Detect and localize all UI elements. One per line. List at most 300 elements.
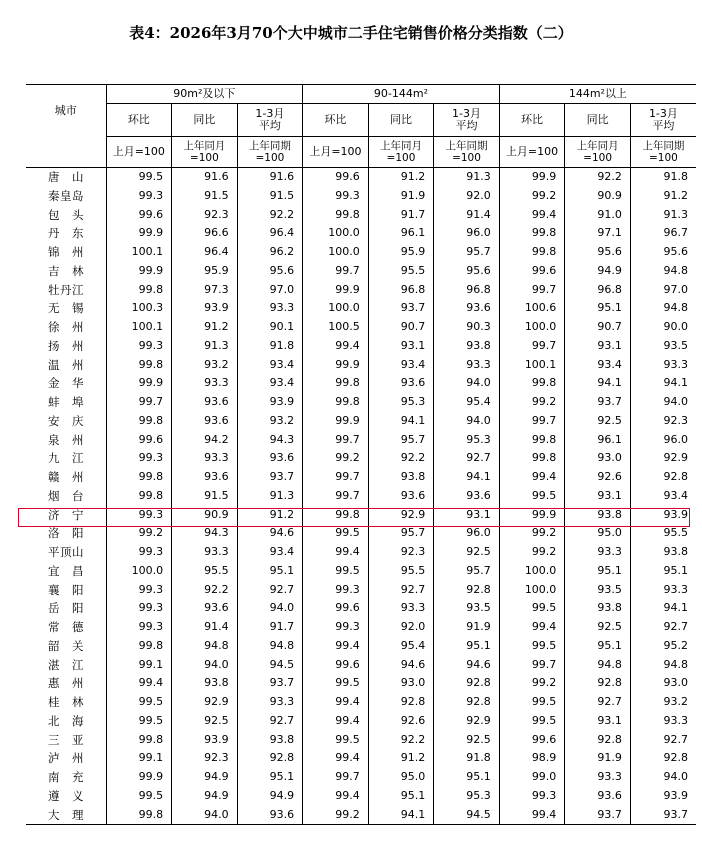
index-value: 90.7 (565, 318, 631, 337)
city-name: 泉州 (48, 432, 84, 447)
index-value: 95.1 (368, 787, 434, 806)
index-value: 94.3 (237, 431, 303, 450)
index-value: 99.9 (499, 168, 565, 187)
city-name: 泸州 (48, 751, 84, 766)
index-value: 100.0 (303, 243, 369, 262)
index-value: 91.3 (172, 337, 238, 356)
index-value: 93.7 (565, 393, 631, 412)
index-value: 95.1 (237, 562, 303, 581)
index-value: 93.3 (434, 356, 500, 375)
index-value: 99.2 (106, 524, 172, 543)
index-value: 93.8 (565, 599, 631, 618)
index-value: 92.9 (630, 449, 696, 468)
index-value: 92.9 (368, 506, 434, 525)
city-name: 洛阳 (48, 526, 84, 541)
index-value: 93.8 (630, 543, 696, 562)
index-value: 91.2 (368, 749, 434, 768)
index-value: 99.7 (499, 656, 565, 675)
index-value: 94.9 (565, 262, 631, 281)
city-name: 平顶山 (48, 545, 84, 559)
table-row (26, 187, 696, 206)
index-value: 94.2 (172, 431, 238, 450)
index-value: 91.2 (630, 187, 696, 206)
index-value: 99.4 (303, 543, 369, 562)
index-value: 99.7 (303, 487, 369, 506)
city-name: 牡丹江 (48, 282, 84, 297)
index-value: 94.1 (565, 374, 631, 393)
sub-header: 同比 (368, 104, 434, 137)
index-value: 93.2 (172, 356, 238, 375)
city-header-spacer (26, 137, 106, 168)
index-value: 90.9 (172, 506, 238, 525)
index-value: 99.8 (303, 206, 369, 225)
index-value: 95.1 (565, 637, 631, 656)
city-name: 金华 (48, 376, 84, 391)
index-value: 94.9 (172, 768, 238, 787)
table-row (26, 243, 696, 262)
city-name: 徐州 (48, 320, 84, 334)
city-name: 桂林 (48, 695, 84, 709)
index-value: 91.2 (172, 318, 238, 337)
index-value: 93.3 (237, 693, 303, 712)
index-value: 99.9 (106, 224, 172, 243)
city-name: 无锡 (48, 301, 84, 316)
index-value: 99.4 (303, 787, 369, 806)
city-name: 惠州 (48, 676, 84, 691)
index-value: 99.8 (106, 637, 172, 656)
index-value: 96.8 (434, 281, 500, 300)
index-value: 93.3 (630, 581, 696, 600)
index-value: 96.0 (630, 431, 696, 450)
city-name: 蚌埠 (48, 395, 84, 409)
index-value: 99.6 (303, 656, 369, 675)
index-value: 93.3 (172, 543, 238, 562)
index-value: 94.0 (434, 374, 500, 393)
index-value: 99.7 (106, 393, 172, 412)
index-value: 93.4 (565, 356, 631, 375)
index-value: 91.3 (630, 206, 696, 225)
table-row (26, 581, 696, 600)
index-value: 99.3 (106, 337, 172, 356)
table-row (26, 693, 696, 712)
index-value: 93.3 (172, 449, 238, 468)
index-value: 99.5 (303, 731, 369, 750)
index-value: 93.4 (237, 356, 303, 375)
table-row (26, 449, 696, 468)
index-value: 93.1 (565, 712, 631, 731)
index-value: 90.1 (237, 318, 303, 337)
index-value: 90.3 (434, 318, 500, 337)
table-row (26, 506, 696, 525)
index-value: 92.0 (434, 187, 500, 206)
index-value: 96.0 (434, 224, 500, 243)
table-row (26, 674, 696, 693)
index-value: 92.5 (565, 412, 631, 431)
index-value: 97.0 (630, 281, 696, 300)
index-value: 90.0 (630, 318, 696, 337)
index-value: 95.2 (630, 637, 696, 656)
index-value: 93.3 (172, 374, 238, 393)
index-value: 93.7 (368, 299, 434, 318)
index-value: 99.5 (106, 693, 172, 712)
index-value: 99.6 (499, 262, 565, 281)
table-row (26, 806, 696, 825)
index-value: 99.5 (499, 637, 565, 656)
group-header-medium: 90-144m² (303, 85, 500, 104)
index-value: 93.1 (368, 337, 434, 356)
index-value: 92.2 (565, 168, 631, 187)
index-value: 93.8 (368, 468, 434, 487)
city-name: 包头 (48, 207, 84, 222)
index-value: 99.7 (303, 262, 369, 281)
index-value: 99.4 (303, 749, 369, 768)
index-value: 92.6 (368, 712, 434, 731)
index-value: 99.8 (499, 374, 565, 393)
index-value: 93.0 (630, 674, 696, 693)
index-value: 99.1 (106, 656, 172, 675)
index-value: 92.2 (172, 581, 238, 600)
index-value: 93.6 (237, 806, 303, 825)
table-row (26, 599, 696, 618)
index-value: 99.6 (303, 599, 369, 618)
index-value: 99.3 (106, 449, 172, 468)
index-value: 95.6 (237, 262, 303, 281)
index-value: 100.0 (499, 318, 565, 337)
sub-header: 同比 (565, 104, 631, 137)
index-value: 93.6 (172, 599, 238, 618)
index-value: 100.1 (106, 243, 172, 262)
table-row (26, 356, 696, 375)
index-value: 99.6 (303, 168, 369, 187)
index-value: 99.8 (303, 393, 369, 412)
index-value: 99.2 (499, 674, 565, 693)
index-value: 93.8 (172, 674, 238, 693)
city-name: 唐山 (48, 170, 84, 184)
index-value: 99.8 (106, 281, 172, 300)
index-value: 94.0 (630, 768, 696, 787)
index-value: 99.4 (499, 806, 565, 825)
index-value: 92.2 (237, 206, 303, 225)
index-value: 94.8 (630, 299, 696, 318)
index-value: 95.7 (434, 243, 500, 262)
index-value: 99.3 (106, 506, 172, 525)
index-value: 93.9 (630, 506, 696, 525)
index-value: 99.8 (499, 449, 565, 468)
index-value: 91.0 (565, 206, 631, 225)
index-value: 96.8 (565, 281, 631, 300)
index-value: 91.9 (368, 187, 434, 206)
index-value: 95.3 (434, 787, 500, 806)
index-value: 99.5 (106, 787, 172, 806)
city-name: 三亚 (48, 732, 84, 747)
index-value: 92.3 (368, 543, 434, 562)
table-row (26, 656, 696, 675)
index-value: 93.7 (565, 806, 631, 825)
index-value: 93.7 (237, 674, 303, 693)
index-value: 97.3 (172, 281, 238, 300)
index-value: 94.0 (237, 599, 303, 618)
index-value: 94.1 (368, 806, 434, 825)
index-value: 99.3 (106, 543, 172, 562)
city-name: 九江 (48, 451, 84, 466)
index-value: 93.8 (237, 731, 303, 750)
index-value: 92.8 (630, 749, 696, 768)
index-value: 99.3 (499, 787, 565, 806)
index-value: 94.6 (434, 656, 500, 675)
index-value: 99.5 (499, 693, 565, 712)
index-value: 99.4 (303, 693, 369, 712)
base-header: 上年同期 =100 (237, 137, 303, 168)
index-value: 95.3 (368, 393, 434, 412)
index-value: 91.7 (368, 206, 434, 225)
index-value: 91.4 (172, 618, 238, 637)
table-row (26, 262, 696, 281)
index-value: 94.0 (172, 806, 238, 825)
index-value: 99.2 (303, 806, 369, 825)
group-header-small: 90m²及以下 (106, 85, 303, 104)
index-value: 93.2 (630, 693, 696, 712)
index-value: 100.0 (499, 581, 565, 600)
group-header-large: 144m²以上 (499, 85, 696, 104)
index-value: 99.5 (106, 168, 172, 187)
index-value: 94.8 (630, 656, 696, 675)
index-value: 95.6 (630, 243, 696, 262)
index-value: 95.5 (368, 562, 434, 581)
index-value: 95.7 (368, 524, 434, 543)
index-value: 95.1 (565, 562, 631, 581)
index-value: 92.7 (630, 618, 696, 637)
table-row (26, 393, 696, 412)
city-name: 烟台 (48, 488, 84, 503)
index-value: 99.8 (106, 468, 172, 487)
index-value: 92.7 (237, 581, 303, 600)
index-value: 99.3 (303, 187, 369, 206)
index-value: 94.1 (630, 599, 696, 618)
index-value: 99.4 (303, 712, 369, 731)
index-value: 99.5 (499, 712, 565, 731)
index-value: 99.7 (499, 412, 565, 431)
index-value: 94.9 (172, 787, 238, 806)
index-value: 99.8 (106, 412, 172, 431)
table-row (26, 637, 696, 656)
index-value: 93.9 (237, 393, 303, 412)
city-name: 宜昌 (48, 563, 84, 578)
index-value: 95.0 (565, 524, 631, 543)
base-header: 上年同期 =100 (434, 137, 500, 168)
base-header: 上年同月 =100 (368, 137, 434, 168)
index-value: 99.6 (106, 431, 172, 450)
index-value: 92.8 (565, 674, 631, 693)
base-header: 上月=100 (499, 137, 565, 168)
index-value: 99.6 (106, 206, 172, 225)
index-value: 93.9 (630, 787, 696, 806)
index-value: 95.1 (237, 768, 303, 787)
table-header (26, 85, 696, 168)
index-value: 94.0 (434, 412, 500, 431)
table-row (26, 712, 696, 731)
index-value: 93.1 (565, 487, 631, 506)
table-row (26, 224, 696, 243)
index-value: 93.4 (630, 487, 696, 506)
index-value: 92.9 (434, 712, 500, 731)
index-value: 92.8 (565, 731, 631, 750)
index-value: 99.2 (499, 187, 565, 206)
city-name: 扬州 (48, 338, 84, 353)
index-value: 99.7 (303, 431, 369, 450)
index-value: 92.8 (434, 693, 500, 712)
index-value: 91.4 (434, 206, 500, 225)
index-value: 93.0 (368, 674, 434, 693)
index-value: 94.8 (630, 262, 696, 281)
index-value: 93.6 (434, 487, 500, 506)
index-value: 96.2 (237, 243, 303, 262)
index-value: 91.3 (237, 487, 303, 506)
index-value: 93.2 (237, 412, 303, 431)
index-value: 95.1 (565, 299, 631, 318)
index-value: 100.0 (303, 299, 369, 318)
index-value: 99.2 (499, 393, 565, 412)
index-value: 99.9 (499, 506, 565, 525)
index-value: 92.3 (630, 412, 696, 431)
index-value: 99.2 (499, 524, 565, 543)
index-value: 91.6 (172, 168, 238, 187)
index-value: 95.0 (368, 768, 434, 787)
table-row (26, 431, 696, 450)
index-value: 99.9 (106, 262, 172, 281)
index-value: 94.5 (434, 806, 500, 825)
index-value: 93.1 (565, 337, 631, 356)
index-value: 95.6 (434, 262, 500, 281)
index-value: 99.9 (303, 412, 369, 431)
table-row (26, 749, 696, 768)
index-value: 96.0 (434, 524, 500, 543)
index-value: 91.6 (237, 168, 303, 187)
index-value: 92.7 (237, 712, 303, 731)
table-body (26, 168, 696, 825)
index-value: 99.9 (303, 356, 369, 375)
index-value: 93.3 (368, 599, 434, 618)
index-value: 99.8 (106, 731, 172, 750)
index-value: 95.9 (172, 262, 238, 281)
base-header: 上月=100 (303, 137, 369, 168)
sub-header: 1-3月 平均 (237, 104, 303, 137)
index-value: 99.8 (499, 431, 565, 450)
table-row (26, 299, 696, 318)
table-row (26, 337, 696, 356)
index-value: 92.3 (172, 206, 238, 225)
index-value: 93.5 (565, 581, 631, 600)
table-row (26, 562, 696, 581)
table-row (26, 468, 696, 487)
city-name: 秦皇岛 (48, 188, 84, 203)
index-value: 99.5 (303, 524, 369, 543)
index-value: 99.4 (106, 674, 172, 693)
index-value: 99.4 (499, 206, 565, 225)
index-value: 94.0 (172, 656, 238, 675)
index-value: 95.4 (434, 393, 500, 412)
index-value: 90.9 (565, 187, 631, 206)
index-value: 99.9 (106, 374, 172, 393)
index-value: 96.7 (630, 224, 696, 243)
index-value: 100.0 (303, 224, 369, 243)
index-value: 92.6 (565, 468, 631, 487)
index-value: 92.7 (434, 449, 500, 468)
index-value: 94.8 (237, 637, 303, 656)
index-value: 100.1 (499, 356, 565, 375)
index-value: 93.8 (565, 506, 631, 525)
index-value: 90.7 (368, 318, 434, 337)
city-name: 遵义 (48, 788, 84, 803)
price-index-table (26, 84, 696, 825)
index-value: 99.5 (303, 562, 369, 581)
index-value: 92.8 (368, 693, 434, 712)
index-value: 93.4 (368, 356, 434, 375)
index-value: 98.9 (499, 749, 565, 768)
index-value: 93.3 (565, 768, 631, 787)
index-value: 93.9 (172, 299, 238, 318)
index-value: 99.9 (106, 768, 172, 787)
index-value: 99.3 (303, 618, 369, 637)
index-value: 99.4 (499, 618, 565, 637)
index-value: 91.5 (172, 187, 238, 206)
index-value: 91.8 (434, 749, 500, 768)
index-value: 100.0 (106, 562, 172, 581)
index-value: 95.4 (368, 637, 434, 656)
index-value: 93.6 (368, 487, 434, 506)
table-row (26, 281, 696, 300)
index-value: 99.7 (303, 768, 369, 787)
table-row (26, 206, 696, 225)
index-value: 92.5 (172, 712, 238, 731)
index-value: 94.5 (237, 656, 303, 675)
index-value: 100.6 (499, 299, 565, 318)
city-name: 大理 (48, 807, 84, 822)
sub-header: 环比 (499, 104, 565, 137)
index-value: 95.1 (630, 562, 696, 581)
index-value: 93.9 (172, 731, 238, 750)
index-value: 99.5 (106, 712, 172, 731)
table-row (26, 768, 696, 787)
index-value: 92.8 (237, 749, 303, 768)
index-value: 92.7 (565, 693, 631, 712)
index-value: 93.6 (565, 787, 631, 806)
city-name: 北海 (48, 713, 84, 728)
index-value: 99.2 (499, 543, 565, 562)
index-value: 99.9 (303, 281, 369, 300)
index-value: 99.0 (499, 768, 565, 787)
index-value: 94.8 (172, 637, 238, 656)
index-value: 99.3 (106, 581, 172, 600)
index-value: 99.3 (106, 187, 172, 206)
index-value: 93.5 (434, 599, 500, 618)
index-value: 97.0 (237, 281, 303, 300)
index-value: 93.6 (172, 393, 238, 412)
index-value: 92.2 (368, 731, 434, 750)
city-name: 韶关 (48, 638, 84, 653)
index-value: 94.6 (368, 656, 434, 675)
index-value: 93.0 (565, 449, 631, 468)
index-value: 93.4 (237, 543, 303, 562)
index-value: 95.1 (434, 637, 500, 656)
index-value: 96.6 (172, 224, 238, 243)
index-value: 99.8 (106, 487, 172, 506)
index-value: 91.9 (434, 618, 500, 637)
index-value: 99.8 (499, 243, 565, 262)
index-value: 99.8 (499, 224, 565, 243)
city-name: 襄阳 (48, 582, 84, 597)
index-value: 99.4 (303, 337, 369, 356)
index-value: 99.7 (499, 281, 565, 300)
